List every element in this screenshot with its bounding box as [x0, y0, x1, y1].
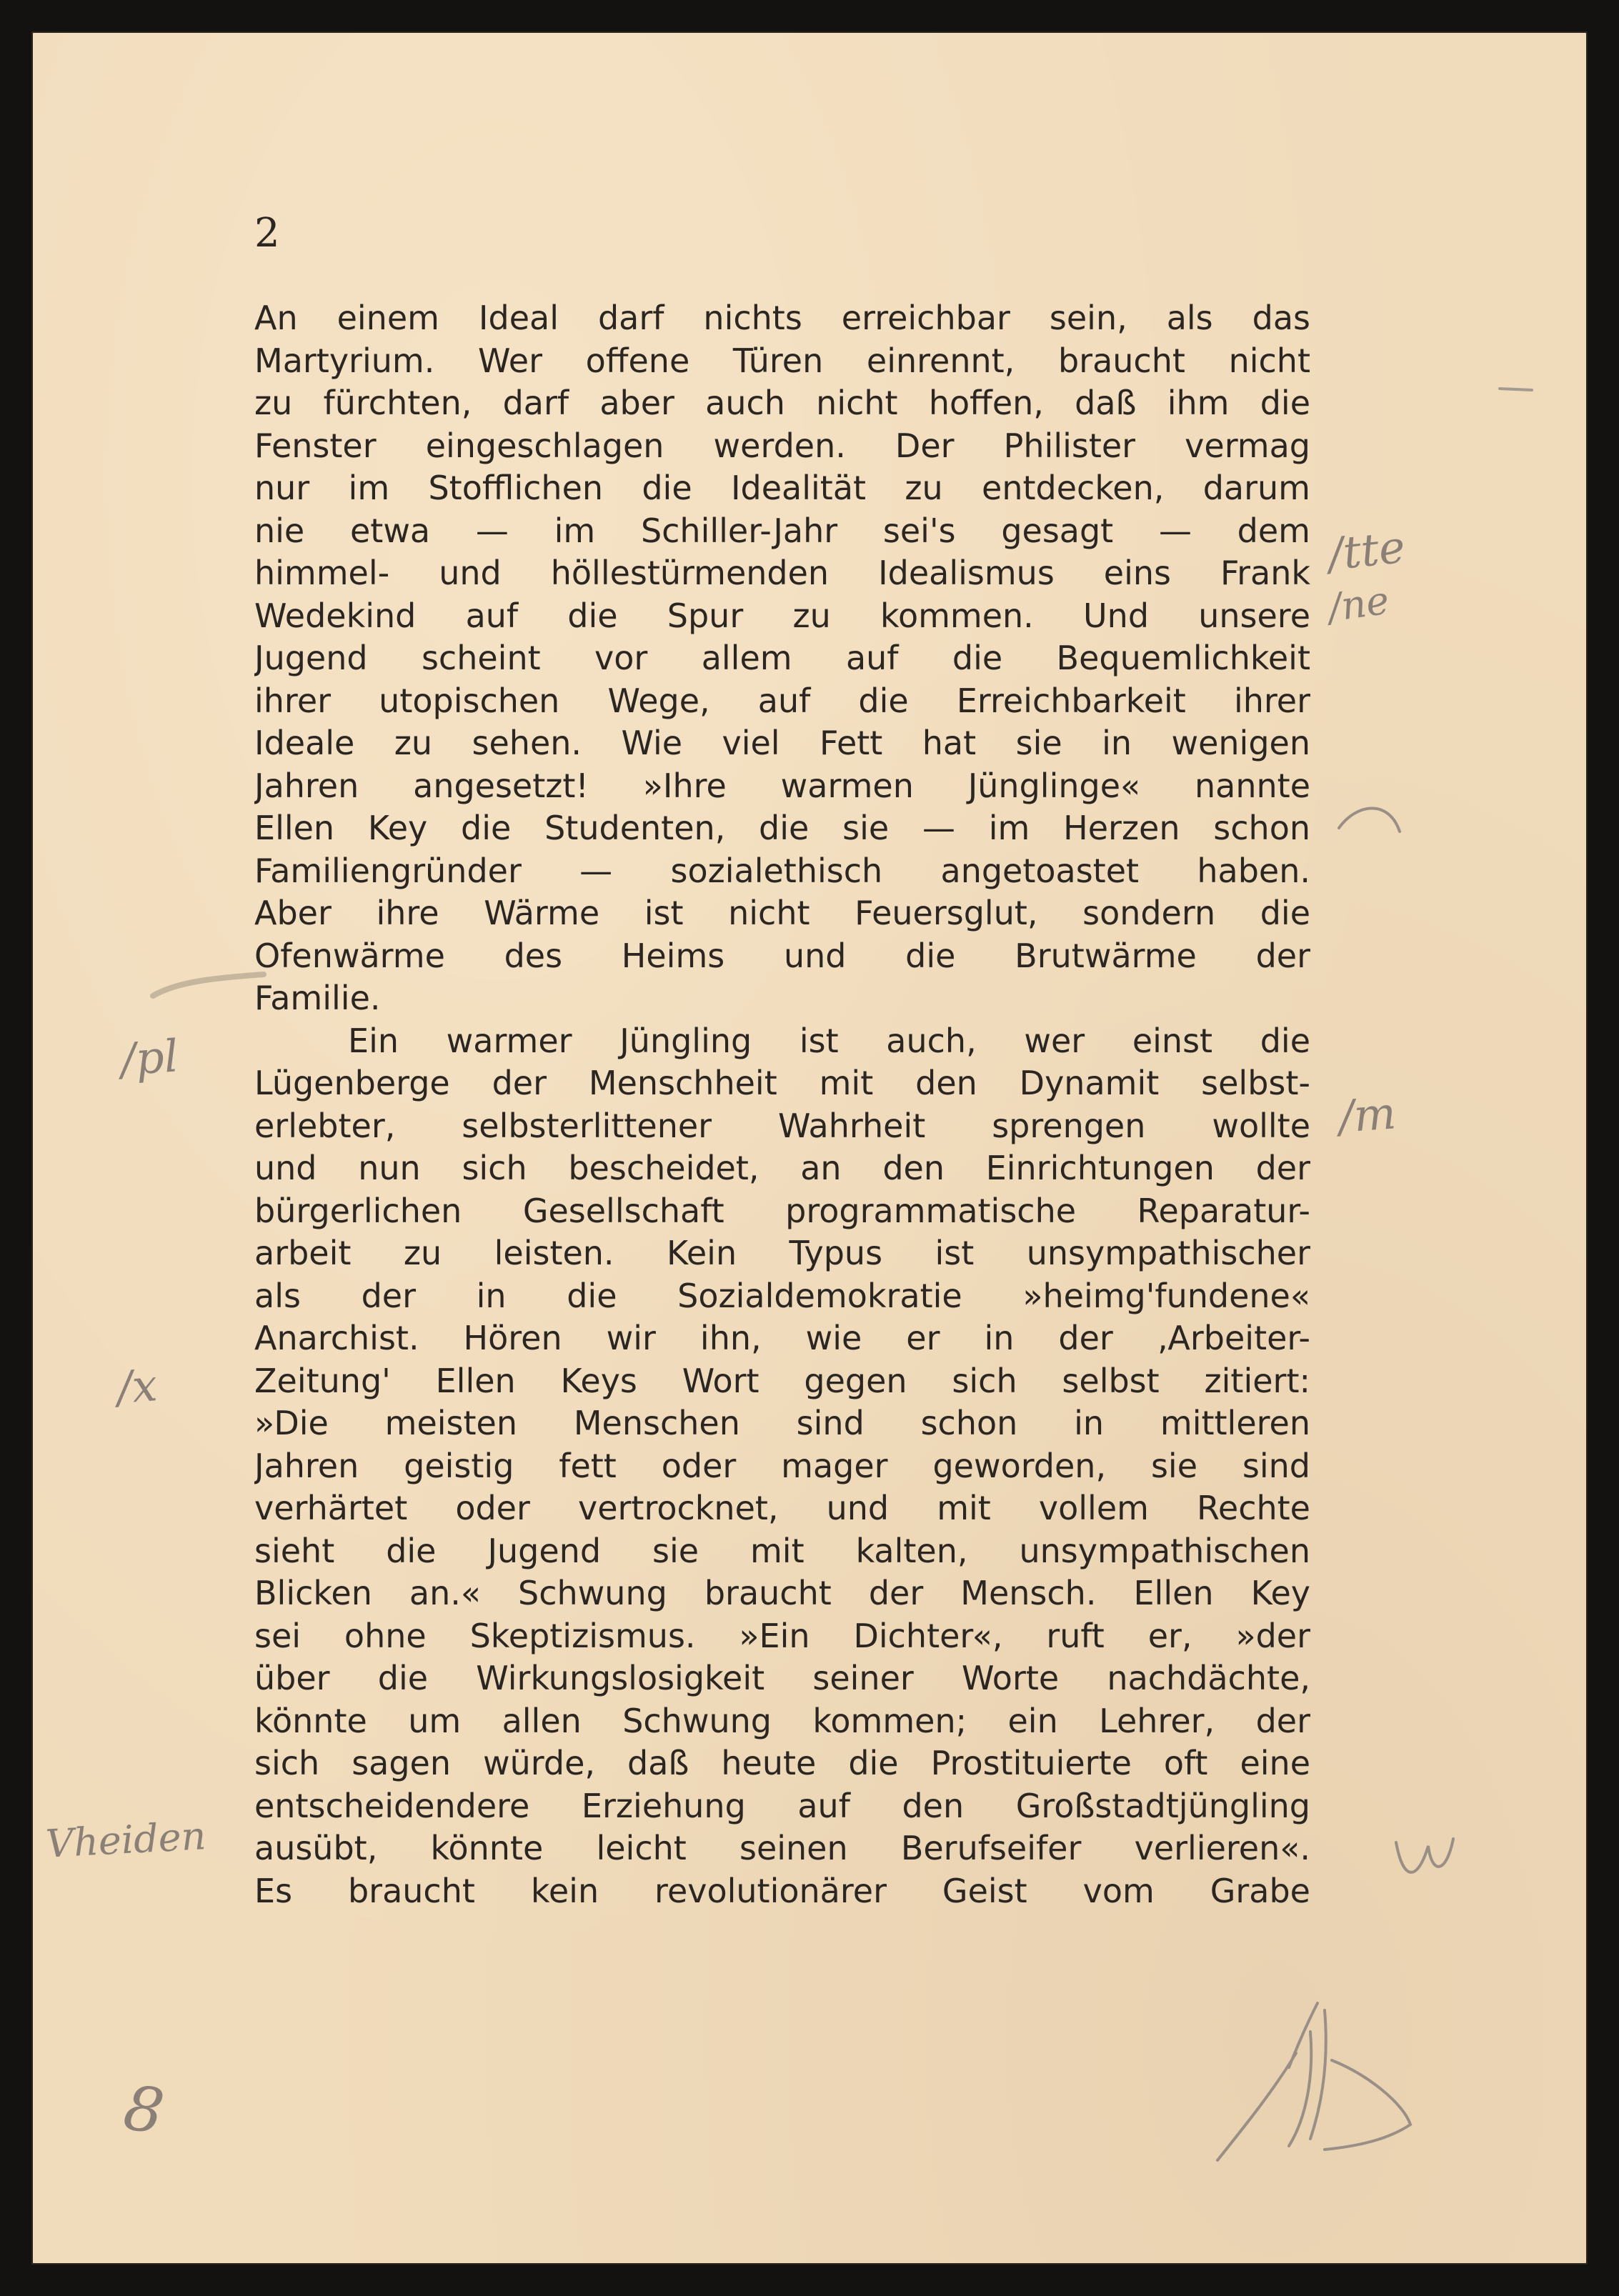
text-line: als der in die Sozialdemokratie »heimg'fundene«	[254, 1276, 1310, 1315]
text-line: Aber ihre Wärme ist nicht Feuersglut, sondern die	[254, 894, 1310, 932]
text-line: könnte um allen Schwung kommen; ein Lehrer, der	[254, 1701, 1310, 1740]
pencil-loop-mark	[1389, 1825, 1460, 1889]
text-line: bürgerlichen Gesellschaft programmatische Reparatur-	[254, 1191, 1310, 1230]
margin-note-left: Vheiden	[44, 1813, 207, 1867]
margin-note-left: /x	[115, 1359, 159, 1414]
text-line: nie etwa — im Schiller-Jahr sei's gesagt — dem	[254, 511, 1310, 550]
text-line: Wedekind auf die Spur zu kommen. Und unsere	[254, 596, 1310, 635]
margin-note-bottom: 8	[119, 2072, 169, 2149]
text-line: Lügenberge der Menschheit mit den Dynamit selbst-	[254, 1064, 1310, 1102]
text-line: Zeitung' Ellen Keys Wort gegen sich selbst zitiert:	[254, 1361, 1310, 1400]
text-line: entscheidendere Erziehung auf den Großstadtjüngling	[254, 1786, 1310, 1825]
document-page	[31, 31, 1588, 2265]
text-line: und nun sich bescheidet, an den Einrichtungen der	[254, 1149, 1310, 1187]
margin-note-right: /ne	[1325, 577, 1392, 631]
text-line: Es braucht kein revolutionärer Geist vom Grabe	[254, 1871, 1310, 1910]
text-line: himmel- und höllestürmenden Idealismus eins Frank	[254, 554, 1310, 592]
text-line: über die Wirkungslosigkeit seiner Worte nachdächte,	[254, 1659, 1310, 1697]
margin-note-left: /pl	[119, 1029, 180, 1086]
text-line: Martyrium. Wer offene Türen einrennt, braucht nicht	[254, 341, 1310, 380]
text-line: arbeit zu leisten. Kein Typus ist unsympathischer	[254, 1234, 1310, 1272]
text-line: Ideale zu sehen. Wie viel Fett hat sie in wenigen	[254, 724, 1310, 762]
text-line: nur im Stofflichen die Idealität zu entdecken, darum	[254, 469, 1310, 507]
pencil-dash-mark	[1496, 381, 1539, 396]
ink-smudge	[149, 967, 271, 1010]
text-line: ihrer utopischen Wege, auf die Erreichbarkeit ihrer	[254, 681, 1310, 720]
text-line: sich sagen würde, daß heute die Prostituierte oft eine	[254, 1744, 1310, 1782]
margin-note-right: /m	[1337, 1087, 1398, 1143]
text-line: Blicken an.« Schwung braucht der Mensch. Ellen Key	[254, 1574, 1310, 1612]
text-line: Fenster eingeschlagen werden. Der Philister vermag	[254, 426, 1310, 465]
text-line: Ein warmer Jüngling ist auch, wer einst die	[348, 1021, 1310, 1060]
pencil-curve-mark	[1332, 789, 1418, 846]
text-line: Ofenwärme des Heims und die Brutwärme der	[254, 936, 1310, 975]
text-line: erlebter, selbsterlittener Wahrheit sprengen wollte	[254, 1106, 1310, 1145]
text-line: »Die meisten Menschen sind schon in mittleren	[254, 1404, 1310, 1442]
signature-scribble	[1203, 1989, 1432, 2175]
text-line: ausübt, könnte leicht seinen Berufseifer verlieren«.	[254, 1829, 1310, 1867]
text-line: An einem Ideal darf nichts erreichbar sein, als das	[254, 299, 1310, 337]
body-text	[254, 297, 1310, 1912]
text-line: sei ohne Skeptizismus. »Ein Dichter«, ruft er, »der	[254, 1616, 1310, 1655]
text-line: Jahren geistig fett oder mager geworden, sie sind	[254, 1446, 1310, 1485]
text-line: sieht die Jugend sie mit kalten, unsympathischen	[254, 1531, 1310, 1570]
text-line: verhärtet oder vertrocknet, und mit vollem Rechte	[254, 1489, 1310, 1527]
text-line: zu fürchten, darf aber auch nicht hoffen, daß ihm die	[254, 384, 1310, 422]
text-line: Ellen Key die Studenten, die sie — im Herzen schon	[254, 809, 1310, 847]
text-line: Jugend scheint vor allem auf die Bequemlichkeit	[254, 639, 1310, 677]
page-number: 2	[254, 210, 280, 256]
text-line: Anarchist. Hören wir ihn, wie er in der ‚Arbeiter-	[254, 1319, 1310, 1357]
margin-note-right: /tte	[1325, 520, 1408, 581]
text-line: Jahren angesetzt! »Ihre warmen Jünglinge« nannte	[254, 766, 1310, 805]
text-line: Familiengründer — sozialethisch angetoastet haben.	[254, 851, 1310, 890]
text-line: Familie.	[254, 979, 381, 1017]
